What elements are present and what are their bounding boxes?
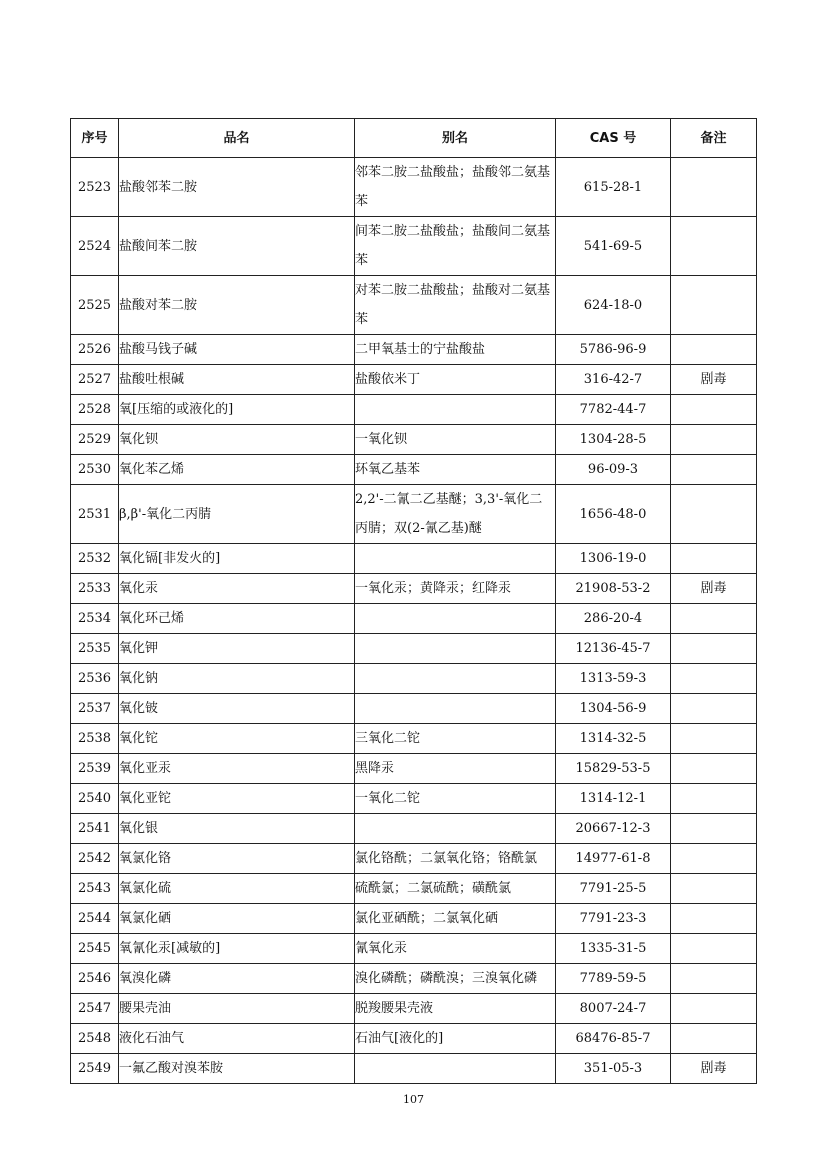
- row-no: 2540: [71, 784, 119, 814]
- row-cas: 14977-61-8: [556, 844, 671, 874]
- row-name: 氧化铍: [119, 694, 355, 724]
- header-alias: 别名: [355, 119, 556, 158]
- row-cas: 7791-23-3: [556, 904, 671, 934]
- table-row: [71, 276, 757, 335]
- row-note: [671, 217, 757, 276]
- table-row: [71, 904, 757, 934]
- row-alias: 氰氧化汞: [355, 934, 556, 964]
- row-cas: 1314-12-1: [556, 784, 671, 814]
- row-cas: 1304-28-5: [556, 425, 671, 455]
- row-cas: 1313-59-3: [556, 664, 671, 694]
- row-note: [671, 694, 757, 724]
- row-name: 氧化铊: [119, 724, 355, 754]
- header-name: 品名: [119, 119, 355, 158]
- row-no: 2545: [71, 934, 119, 964]
- header-note: 备注: [671, 119, 757, 158]
- row-name: 盐酸吐根碱: [119, 365, 355, 395]
- row-no: 2541: [71, 814, 119, 844]
- table-row: [71, 964, 757, 994]
- row-alias: [355, 544, 556, 574]
- row-alias: [355, 1054, 556, 1084]
- row-cas: 68476-85-7: [556, 1024, 671, 1054]
- row-note: 剧毒: [671, 574, 757, 604]
- row-alias: 间苯二胺二盐酸盐；盐酸间二氨基苯: [355, 217, 556, 276]
- row-alias: 硫酰氯；二氯硫酰；磺酰氯: [355, 874, 556, 904]
- row-note: [671, 425, 757, 455]
- row-cas: 7782-44-7: [556, 395, 671, 425]
- row-cas: 12136-45-7: [556, 634, 671, 664]
- row-name: 氧氯化铬: [119, 844, 355, 874]
- row-no: 2523: [71, 158, 119, 217]
- row-cas: 1304-56-9: [556, 694, 671, 724]
- table-row: [71, 664, 757, 694]
- table-row: [71, 485, 757, 544]
- row-no: 2539: [71, 754, 119, 784]
- row-note: [671, 335, 757, 365]
- table-row: [71, 1054, 757, 1084]
- row-no: 2534: [71, 604, 119, 634]
- row-name: β,β'-氧化二丙腈: [119, 485, 355, 544]
- row-alias: 黑降汞: [355, 754, 556, 784]
- row-alias: [355, 395, 556, 425]
- table-row: [71, 395, 757, 425]
- row-no: 2546: [71, 964, 119, 994]
- row-cas: 8007-24-7: [556, 994, 671, 1024]
- row-no: 2530: [71, 455, 119, 485]
- row-note: [671, 485, 757, 544]
- row-cas: 7791-25-5: [556, 874, 671, 904]
- row-alias: 邻苯二胺二盐酸盐；盐酸邻二氨基苯: [355, 158, 556, 217]
- row-name: 氧化汞: [119, 574, 355, 604]
- row-no: 2527: [71, 365, 119, 395]
- chemicals-table: [70, 118, 757, 1084]
- row-alias: 二甲氧基士的宁盐酸盐: [355, 335, 556, 365]
- row-cas: 624-18-0: [556, 276, 671, 335]
- row-no: 2532: [71, 544, 119, 574]
- row-alias: 脱羧腰果壳液: [355, 994, 556, 1024]
- row-cas: 1335-31-5: [556, 934, 671, 964]
- row-note: [671, 455, 757, 485]
- row-name: 氧化钠: [119, 664, 355, 694]
- row-note: [671, 544, 757, 574]
- table-row: [71, 934, 757, 964]
- row-alias: 盐酸依米丁: [355, 365, 556, 395]
- row-no: 2528: [71, 395, 119, 425]
- row-name: 盐酸马钱子碱: [119, 335, 355, 365]
- row-cas: 1314-32-5: [556, 724, 671, 754]
- row-cas: 615-28-1: [556, 158, 671, 217]
- row-name: 盐酸间苯二胺: [119, 217, 355, 276]
- table-row: [71, 335, 757, 365]
- row-no: 2543: [71, 874, 119, 904]
- table-row: [71, 1024, 757, 1054]
- row-note: [671, 784, 757, 814]
- header-cas: CAS 号: [556, 119, 671, 158]
- row-name: 氧溴化磷: [119, 964, 355, 994]
- row-alias: [355, 694, 556, 724]
- row-alias: 溴化磷酰；磷酰溴；三溴氧化磷: [355, 964, 556, 994]
- row-no: 2547: [71, 994, 119, 1024]
- row-no: 2525: [71, 276, 119, 335]
- row-cas: 1306-19-0: [556, 544, 671, 574]
- row-no: 2549: [71, 1054, 119, 1084]
- row-note: [671, 724, 757, 754]
- page-number: 107: [403, 1093, 424, 1106]
- row-note: [671, 844, 757, 874]
- row-no: 2548: [71, 1024, 119, 1054]
- row-no: 2542: [71, 844, 119, 874]
- row-alias: 2,2'-二氰二乙基醚；3,3'-氧化二丙腈；双(2-氰乙基)醚: [355, 485, 556, 544]
- row-name: 氧化亚汞: [119, 754, 355, 784]
- row-note: [671, 754, 757, 784]
- row-alias: 一氧化钡: [355, 425, 556, 455]
- row-note: 剧毒: [671, 1054, 757, 1084]
- table-row: [71, 754, 757, 784]
- row-note: [671, 634, 757, 664]
- row-cas: 5786-96-9: [556, 335, 671, 365]
- row-cas: 96-09-3: [556, 455, 671, 485]
- table-row: [71, 425, 757, 455]
- row-name: 氧化银: [119, 814, 355, 844]
- row-cas: 316-42-7: [556, 365, 671, 395]
- row-alias: [355, 634, 556, 664]
- table-row: [71, 365, 757, 395]
- row-alias: 对苯二胺二盐酸盐；盐酸对二氨基苯: [355, 276, 556, 335]
- row-alias: 氯化亚硒酰；二氯氧化硒: [355, 904, 556, 934]
- table-row: [71, 874, 757, 904]
- row-note: [671, 934, 757, 964]
- row-note: [671, 395, 757, 425]
- row-note: [671, 604, 757, 634]
- row-no: 2544: [71, 904, 119, 934]
- table-row: [71, 455, 757, 485]
- row-name: 氧化镉[非发火的]: [119, 544, 355, 574]
- table-row: [71, 724, 757, 754]
- row-alias: 环氧乙基苯: [355, 455, 556, 485]
- row-cas: 1656-48-0: [556, 485, 671, 544]
- row-note: [671, 814, 757, 844]
- row-alias: 一氧化二铊: [355, 784, 556, 814]
- row-no: 2531: [71, 485, 119, 544]
- row-no: 2536: [71, 664, 119, 694]
- table-row: [71, 784, 757, 814]
- row-cas: 21908-53-2: [556, 574, 671, 604]
- row-note: [671, 276, 757, 335]
- row-no: 2524: [71, 217, 119, 276]
- row-cas: 541-69-5: [556, 217, 671, 276]
- table-row: [71, 844, 757, 874]
- row-note: [671, 158, 757, 217]
- row-note: [671, 874, 757, 904]
- row-name: 盐酸对苯二胺: [119, 276, 355, 335]
- table-row: [71, 158, 757, 217]
- table-row: [71, 814, 757, 844]
- row-cas: 7789-59-5: [556, 964, 671, 994]
- row-no: 2538: [71, 724, 119, 754]
- row-cas: 351-05-3: [556, 1054, 671, 1084]
- row-alias: [355, 604, 556, 634]
- table-header-row: [71, 119, 757, 158]
- table-row: [71, 217, 757, 276]
- row-name: 氧氯化硒: [119, 904, 355, 934]
- row-alias: 三氧化二铊: [355, 724, 556, 754]
- row-alias: [355, 664, 556, 694]
- header-no: 序号: [71, 119, 119, 158]
- row-name: 腰果壳油: [119, 994, 355, 1024]
- table-row: [71, 694, 757, 724]
- row-alias: 一氧化汞；黄降汞；红降汞: [355, 574, 556, 604]
- row-name: 一氟乙酸对溴苯胺: [119, 1054, 355, 1084]
- row-note: [671, 994, 757, 1024]
- row-name: 氧化环己烯: [119, 604, 355, 634]
- row-note: [671, 664, 757, 694]
- table-row: [71, 574, 757, 604]
- row-note: 剧毒: [671, 365, 757, 395]
- row-no: 2535: [71, 634, 119, 664]
- row-cas: 15829-53-5: [556, 754, 671, 784]
- row-no: 2533: [71, 574, 119, 604]
- row-note: [671, 1024, 757, 1054]
- row-name: 液化石油气: [119, 1024, 355, 1054]
- row-no: 2529: [71, 425, 119, 455]
- row-alias: 氯化铬酰；二氯氧化铬；铬酰氯: [355, 844, 556, 874]
- row-alias: 石油气[液化的]: [355, 1024, 556, 1054]
- table-row: [71, 544, 757, 574]
- table-row: [71, 634, 757, 664]
- row-note: [671, 964, 757, 994]
- row-name: 氧氰化汞[减敏的]: [119, 934, 355, 964]
- row-name: 氧氯化硫: [119, 874, 355, 904]
- table-row: [71, 604, 757, 634]
- row-name: 氧化钾: [119, 634, 355, 664]
- row-cas: 286-20-4: [556, 604, 671, 634]
- row-name: 氧化钡: [119, 425, 355, 455]
- row-name: 氧化苯乙烯: [119, 455, 355, 485]
- row-no: 2537: [71, 694, 119, 724]
- row-note: [671, 904, 757, 934]
- row-name: 盐酸邻苯二胺: [119, 158, 355, 217]
- row-alias: [355, 814, 556, 844]
- row-name: 氧[压缩的或液化的]: [119, 395, 355, 425]
- table-row: [71, 994, 757, 1024]
- row-no: 2526: [71, 335, 119, 365]
- row-cas: 20667-12-3: [556, 814, 671, 844]
- row-name: 氧化亚铊: [119, 784, 355, 814]
